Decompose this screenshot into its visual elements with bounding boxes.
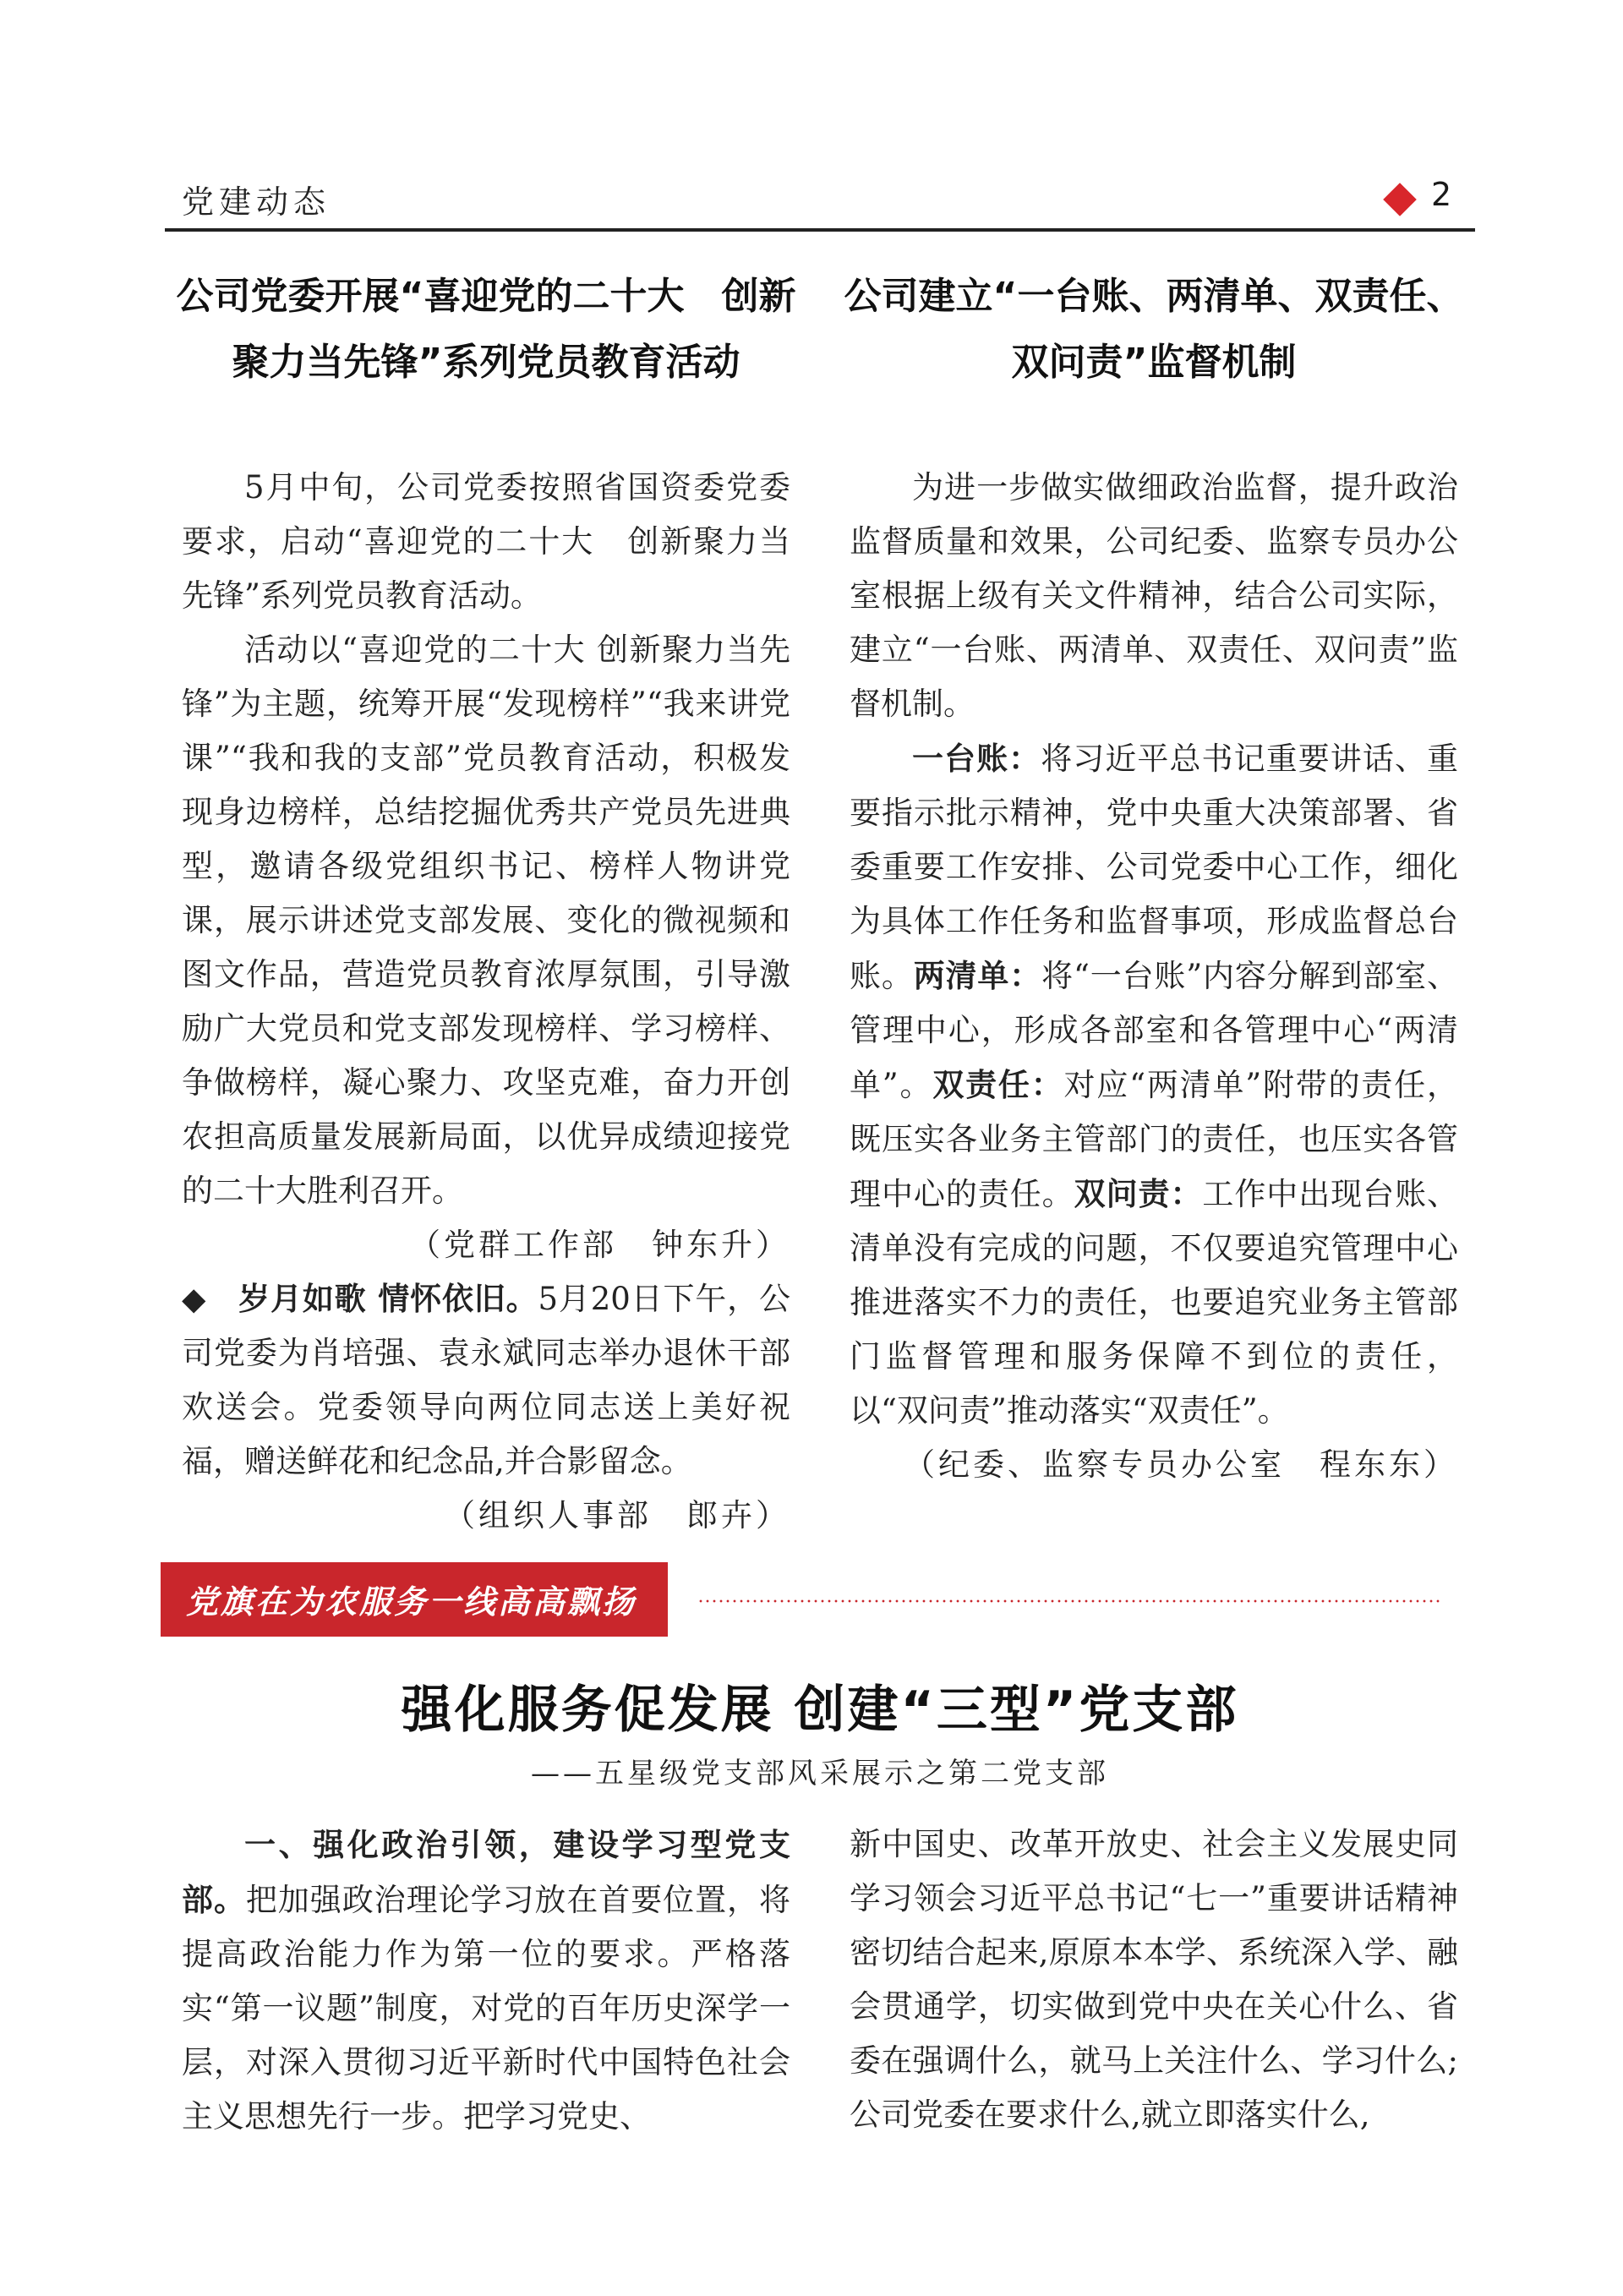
right-article-body — [850, 461, 1458, 1492]
left-title-line2: 聚力当先锋”系列党员教育活动 — [232, 341, 740, 384]
term-dual-responsibility: 双责任： — [932, 1066, 1064, 1103]
left-para-2: 活动以“喜迎党的二十大 创新聚力当先锋”为主题，统筹开展“发现榜样”“我来讲党课”“我和我的支部”党员教育活动，积极发现身边榜样，总结挖掘优秀共产党员先进典型，邀请各级党组织书记、榜样人物讲党课，展示讲述党支部发展、变化的微视频和图文作品，营造党员教育浓厚氛围，引导激励广大党员和党支部发现榜样、学习榜样、争做榜样，凝心聚力、攻坚克难，奋力开创农担高质量发展新局面，以优异成绩迎接党的二十大胜利召开。 — [182, 631, 790, 1209]
left-signature-2: （组织人事部 郎卉） — [444, 1497, 790, 1533]
header-divider — [165, 228, 1475, 232]
term-dual-accountability: 双问责： — [1074, 1175, 1203, 1212]
banner-dotted-line — [697, 1598, 1441, 1606]
brief-title: 岁月如歌 情怀依旧。 — [238, 1281, 538, 1317]
right-title-line2: 双问责”监督机制 — [1011, 341, 1297, 384]
term-one-text: 将习近平总书记重要讲话、重要指示批示精神，党中央重大决策部署、省委重要工作安排、公司党委中心工作，细化为具体工作任务和监督事项，形成监督总台账。 — [850, 741, 1458, 994]
page-number: 2 — [1431, 176, 1452, 213]
banner-text: 党旗在为农服务一线高高飘扬 — [186, 1583, 637, 1621]
feature-left-column — [182, 1818, 790, 2144]
right-para-2 — [850, 731, 1458, 1438]
left-brief — [182, 1272, 790, 1489]
term-three-text: 对应“两清单”附带的责任，既压实各业务主管部门的责任，也压实各管理中心的责任。 — [850, 1067, 1458, 1212]
left-para-1: 5月中旬，公司党委按照省国资委党委要求，启动“喜迎党的二十大 创新聚力当先锋”系列党员教育活动。 — [182, 469, 790, 614]
left-title-line1: 公司党委开展“喜迎党的二十大 创新 — [176, 275, 796, 318]
left-article-title — [169, 264, 803, 396]
left-signature-1: （党群工作部 钟东升） — [409, 1227, 790, 1263]
diamond-icon — [1383, 183, 1417, 216]
feature-left-text — [182, 1818, 790, 2144]
feature-subtitle: ——五星级党支部风采展示之第二党支部 — [531, 1757, 1109, 1790]
right-title-line1: 公司建立“一台账、两清单、双责任、 — [844, 275, 1464, 318]
section-header: 党建动态 — [182, 183, 331, 221]
right-para-1: 为进一步做实做细政治监督，提升政治监督质量和效果，公司纪委、监察专员办公室根据上级有关文件精神，结合公司实际，建立“一台账、两清单、双责任、双问责”监督机制。 — [850, 469, 1458, 722]
term-two-lists: 两清单： — [913, 957, 1042, 994]
term-four-text: 工作中出现台账、清单没有完成的问题，不仅要追究管理中心推进落实不力的责任，也要追究业务主管部门监督管理和服务保障不到位的责任，以“双问责”推动落实“双责任”。 — [850, 1176, 1459, 1429]
term-one-ledger: 一台账： — [912, 740, 1041, 777]
brief-text: 5月20日下午，公司党委为肖培强、袁永斌同志举办退休干部欢送会。党委领导向两位同志送上美好祝福，赠送鲜花和纪念品,并合影留念。 — [182, 1281, 790, 1479]
left-article-body — [182, 461, 790, 1543]
right-signature: （纪委、监察专员办公室 程东东） — [904, 1446, 1458, 1483]
brief-diamond-icon: ◆ — [182, 1281, 207, 1317]
feature-right-text: 新中国史、改革开放史、社会主义发展史同学习领会习近平总书记“七一”重要讲话精神密切结合起来,原原本本学、系统深入学、融会贯通学，切实做到党中央在关心什么、省委在强调什么，就马上关注什么、学习什么;公司党委在要求什么,就立即落实什么, — [850, 1826, 1458, 2133]
term-two-text: 将“一台账”内容分解到部室、管理中心，形成各部室和各管理中心“两清单”。 — [850, 958, 1458, 1103]
section-banner — [161, 1562, 668, 1637]
feature-lead: 一、强化政治引领，建设学习型党支部。 — [182, 1826, 790, 1918]
feature-right-column — [850, 1818, 1458, 2142]
feature-left-body: 把加强政治理论学习放在首要位置，将提高政治能力作为第一位的要求。严格落实“第一议题”制度，对党的百年历史深学一层，对深入贯彻习近平新时代中国特色社会主义思想先行一步。把学习党史、 — [182, 1882, 791, 2135]
feature-title: 强化服务促发展 创建“三型”党支部 — [401, 1681, 1239, 1740]
right-article-title — [833, 264, 1475, 396]
